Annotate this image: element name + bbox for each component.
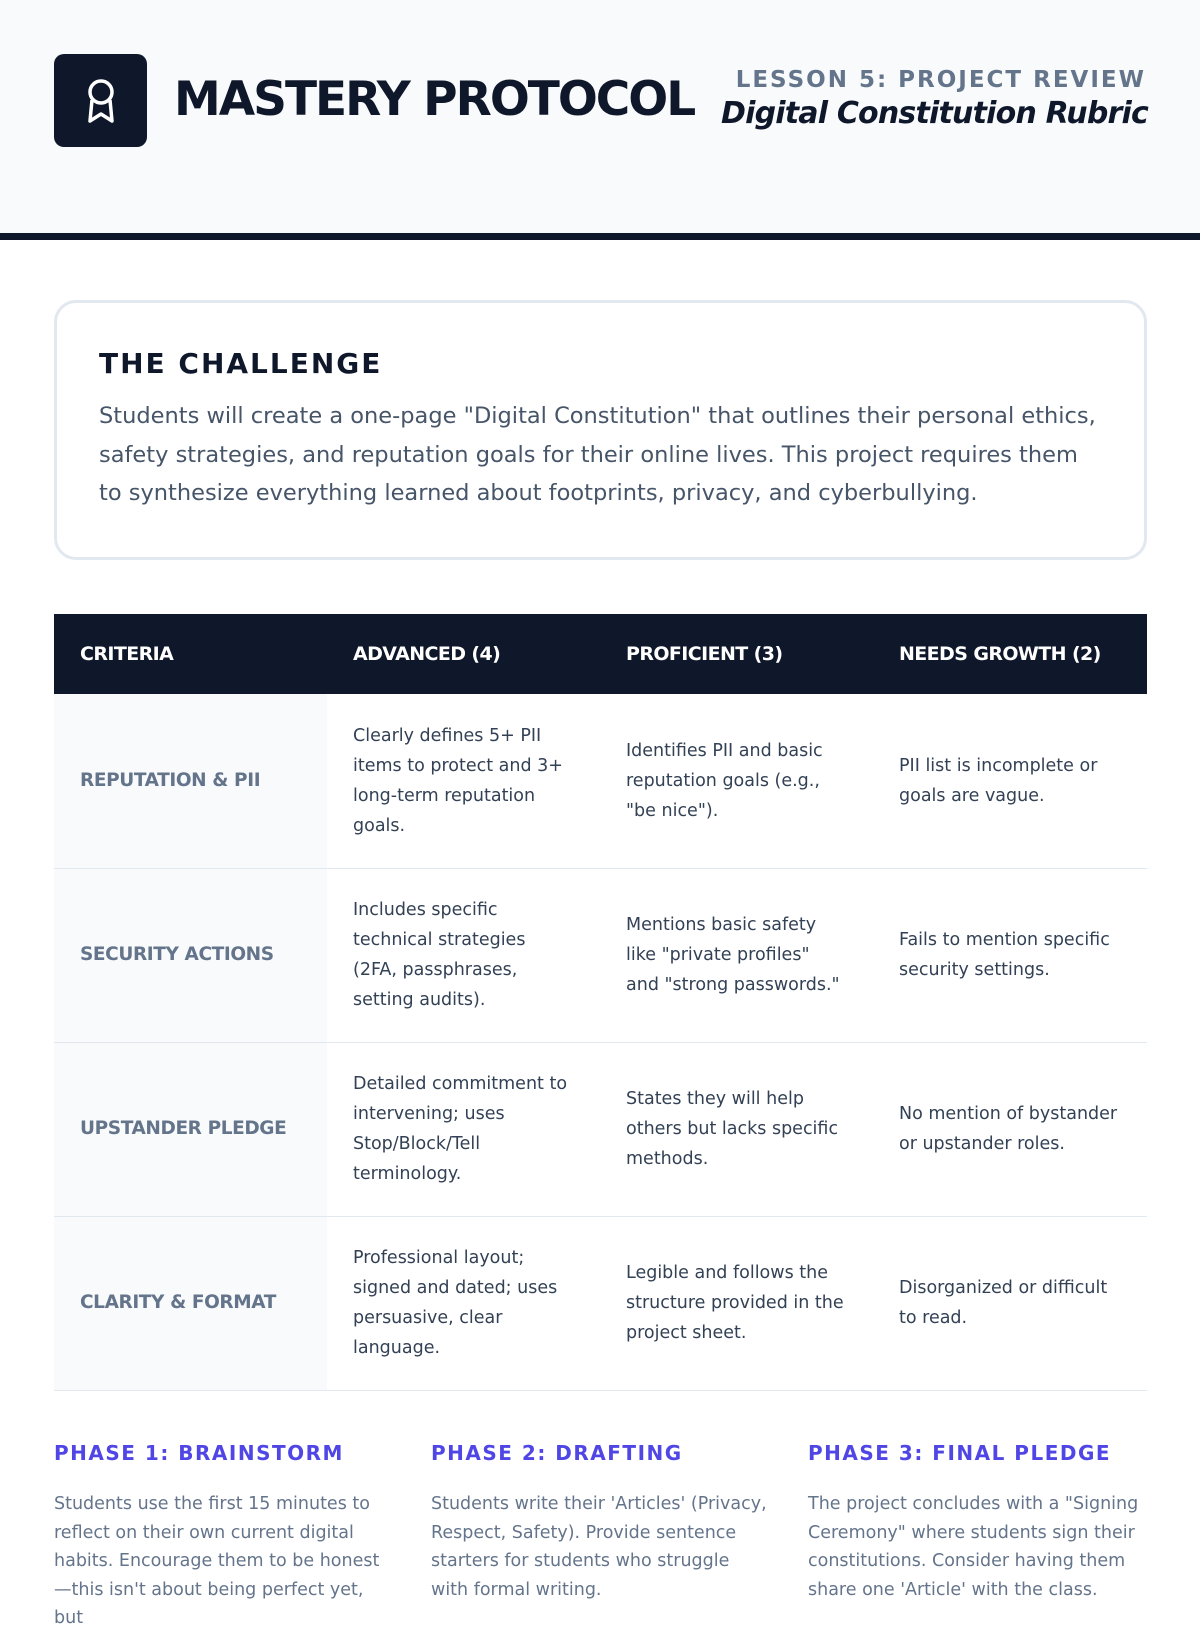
phase-body: The project concludes with a "Signing Ceremony" where students sign their constitutions. Consider having them share one 'Article' with the class. xyxy=(808,1494,1139,1600)
needs-growth-cell: PII list is incomplete or goals are vague. xyxy=(873,694,1147,868)
phase-2 xyxy=(431,1440,770,1633)
proficient-cell: States they will help others but lacks specific methods. xyxy=(600,1042,873,1216)
rubric-header-row xyxy=(54,614,1147,694)
table-row xyxy=(54,868,1147,1042)
header-proficient: PROFICIENT (3) xyxy=(600,614,873,694)
proficient-cell: Legible and follows the structure provided in the project sheet. xyxy=(600,1216,873,1390)
criteria-cell: CLARITY & FORMAT xyxy=(54,1216,327,1390)
advanced-cell: Detailed commitment to intervening; uses Stop/Block/Tell terminology. xyxy=(327,1042,600,1216)
header-needs-growth: NEEDS GROWTH (2) xyxy=(873,614,1147,694)
award-ribbon-icon xyxy=(84,78,118,124)
challenge-title: THE CHALLENGE xyxy=(99,347,383,380)
needs-growth-cell: Fails to mention specific security settings. xyxy=(873,868,1147,1042)
header-criteria: CRITERIA xyxy=(54,614,327,694)
advanced-cell: Professional layout; signed and dated; uses persuasive, clear language. xyxy=(327,1216,600,1390)
header-advanced: ADVANCED (4) xyxy=(327,614,600,694)
logo xyxy=(54,54,147,147)
advanced-cell: Clearly defines 5+ PII items to protect and 3+ long-term reputation goals. xyxy=(327,694,600,868)
challenge-body: Students will create a one-page "Digital Constitution" that outlines their personal ethics, safety strategies, and reputation goals for their online lives. This project requires them to synthesize everything learned about footprints, privacy, and cyberbullying. xyxy=(99,403,1096,506)
needs-growth-cell: Disorganized or difficult to read. xyxy=(873,1216,1147,1390)
phase-title: PHASE 1: BRAINSTORM xyxy=(54,1441,344,1465)
phase-title: PHASE 2: DRAFTING xyxy=(431,1441,683,1465)
table-row xyxy=(54,694,1147,868)
phase-body: Students use the first 15 minutes to reflect on their own current digital habits. Encourage them to be honest—this isn't about being perfect yet, but xyxy=(54,1494,380,1628)
phase-title: PHASE 3: FINAL PLEDGE xyxy=(808,1441,1112,1465)
page-header xyxy=(0,0,1200,240)
challenge-card xyxy=(54,300,1147,560)
phase-1 xyxy=(54,1440,393,1633)
proficient-cell: Mentions basic safety like "private profiles" and "strong passwords." xyxy=(600,868,873,1042)
phases-section xyxy=(54,1440,1147,1633)
brand-title: MASTERY PROTOCOL xyxy=(174,72,695,127)
document-subtitle: Digital Constitution Rubric xyxy=(720,96,1148,131)
proficient-cell: Identifies PII and basic reputation goals (e.g., "be nice"). xyxy=(600,694,873,868)
lesson-label: LESSON 5: PROJECT REVIEW xyxy=(735,67,1146,93)
criteria-cell: UPSTANDER PLEDGE xyxy=(54,1042,327,1216)
needs-growth-cell: No mention of bystander or upstander roles. xyxy=(873,1042,1147,1216)
table-row xyxy=(54,1042,1147,1216)
phase-3 xyxy=(808,1440,1147,1633)
rubric-table xyxy=(54,614,1147,1391)
table-row xyxy=(54,1216,1147,1390)
phase-body: Students write their 'Articles' (Privacy, Respect, Safety). Provide sentence starters for students who struggle with formal writing. xyxy=(431,1494,767,1600)
advanced-cell: Includes specific technical strategies (2FA, passphrases, setting audits). xyxy=(327,868,600,1042)
criteria-cell: REPUTATION & PII xyxy=(54,694,327,868)
criteria-cell: SECURITY ACTIONS xyxy=(54,868,327,1042)
